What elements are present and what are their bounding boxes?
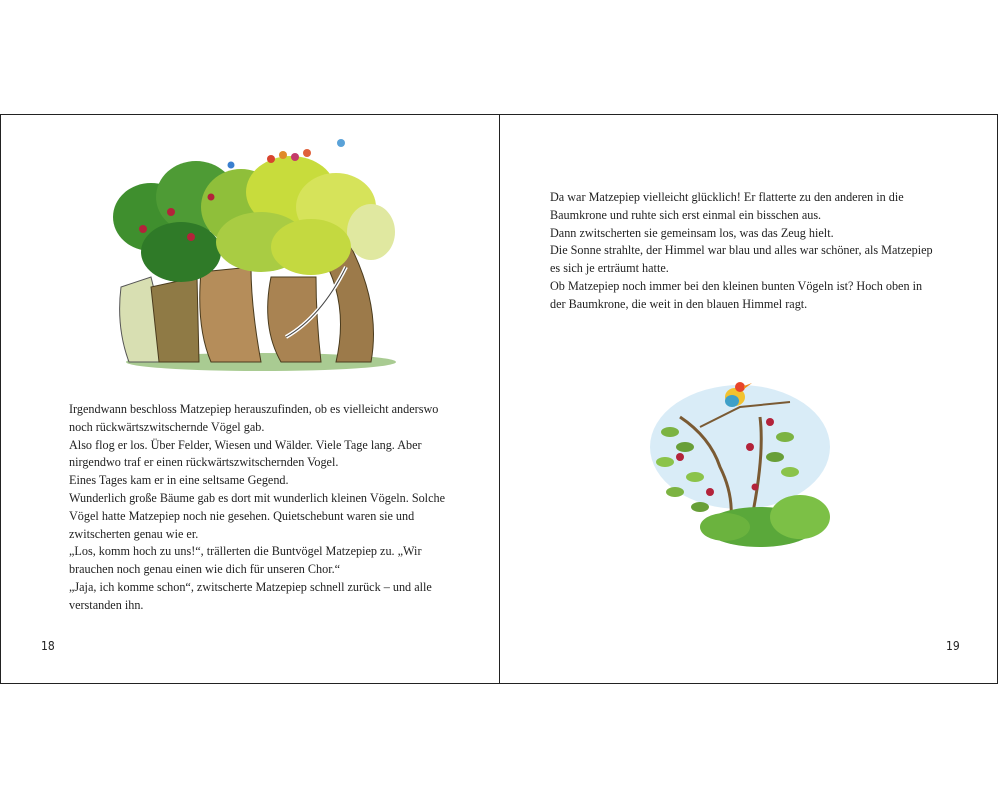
paragraph: Wunderlich große Bäume gab es dort mit wunderlich kleinen Vögeln. Solche Vögel hatte Matzepiep noch nie gesehen. Quietschebunt waren sie und zwitscherten genau wie er. — [69, 490, 445, 541]
left-page — [1, 115, 499, 683]
paragraph: Also flog er los. Über Felder, Wiesen und Wälder. Viele Tage lang. Aber nirgendwo traf er einen rückwärtszwitschernden Vogel. — [69, 437, 422, 470]
paragraph: Dann zwitscherten sie gemeinsam los, was das Zeug hielt. — [550, 225, 834, 240]
paragraph: Irgendwann beschloss Matzepiep herauszufinden, ob es vielleicht anderswo noch rückwärtszwitschernde Vögel gab. — [69, 402, 439, 434]
page-number: 18 — [41, 639, 55, 653]
right-page-text — [550, 189, 940, 314]
forest-illustration — [111, 137, 399, 377]
paragraph: Ob Matzepiep noch immer bei den kleinen bunten Vögeln ist? Hoch oben in der Baumkrone, die weit in den blauen Himmel ragt. — [550, 278, 923, 311]
right-page — [500, 115, 998, 683]
paragraph: „Jaja, ich komme schon“, zwitscherte Matzepiep schnell zurück – und alle verstanden ihn. — [69, 579, 432, 612]
paragraph: Eines Tages kam er in eine seltsame Gegend. — [69, 473, 289, 488]
bird-on-branch-illustration — [640, 377, 840, 549]
book-spread — [0, 114, 998, 684]
paragraph: Die Sonne strahlte, der Himmel war blau und alles war schöner, als Matzepiep es sich je erträumt hatte. — [550, 243, 933, 276]
paragraph: „Los, komm hoch zu uns!“, trällerten die Buntvögel Matzepiep zu. „Wir brauchen noch genau einen wie dich für unseren Chor.“ — [69, 544, 422, 577]
page-number: 19 — [946, 639, 960, 653]
left-page-text — [69, 401, 449, 615]
paragraph: Da war Matzepiep vielleicht glücklich! Er flatterte zu den anderen in die Baumkrone und ruhte sich erst einmal ein bisschen aus. — [550, 190, 904, 222]
